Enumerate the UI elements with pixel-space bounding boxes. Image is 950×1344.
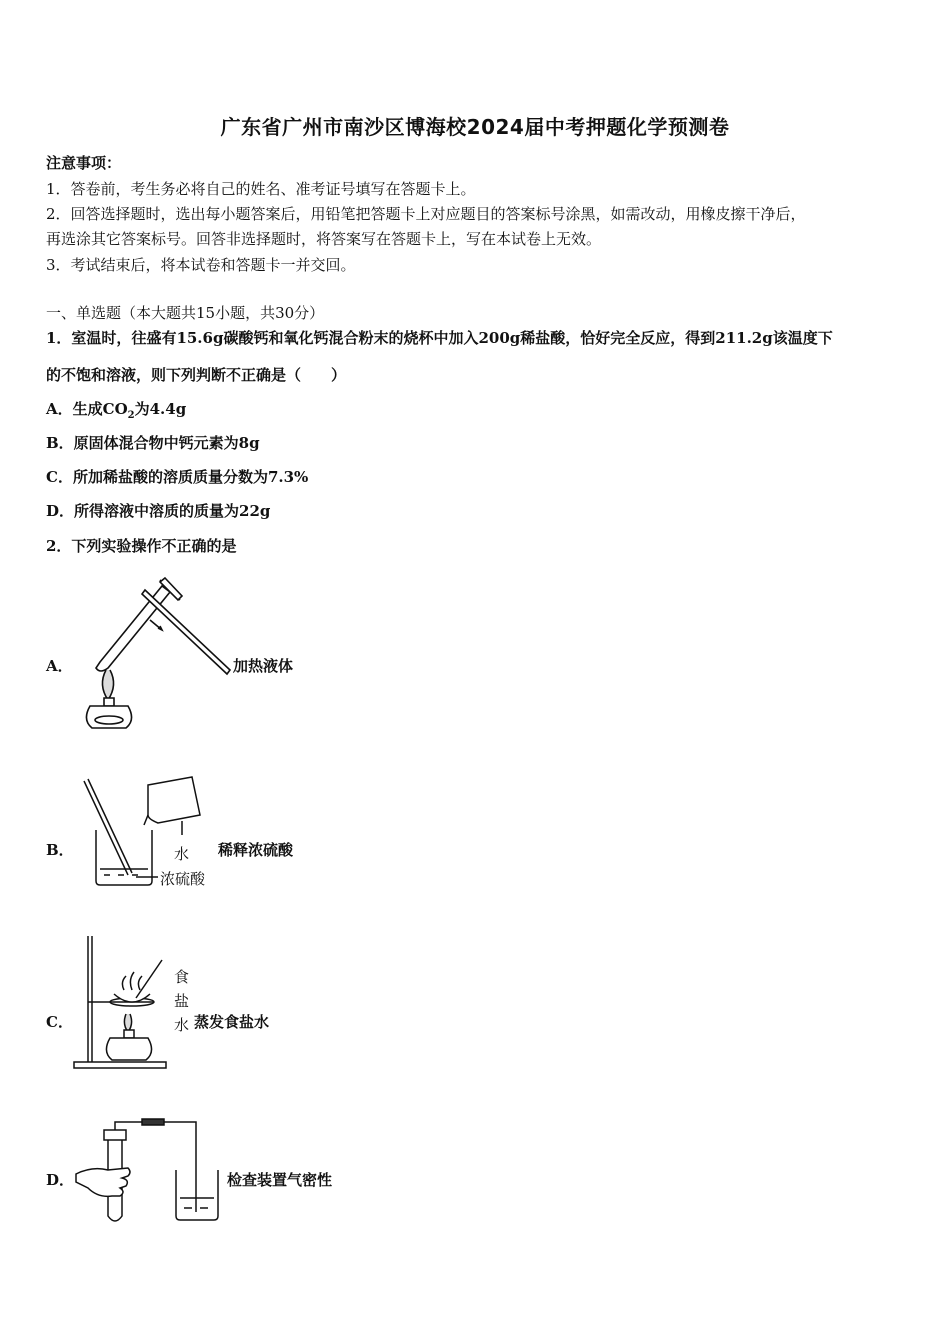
q1-stem-line-1: 1．室温时，往盛有15.6g碳酸钙和氧化钙混合粉末的烧杯中加入200g稀盐酸，恰好完全反应，得到211.2g该温度下 xyxy=(46,329,833,347)
dilute-fig-water-label: 水 xyxy=(174,845,190,863)
q1-option-c: C．所加稀盐酸的溶质质量分数为7.3% xyxy=(46,468,309,486)
notice-line-1: 1．答卷前，考生务必将自己的姓名、准考证号填写在答题卡上。 xyxy=(46,180,476,198)
q2-option-b-letter: B． xyxy=(46,841,74,859)
q2-option-a-letter: A． xyxy=(46,657,73,675)
q1-option-a-post: 为4.4g xyxy=(134,400,187,418)
q1-option-d: D．所得溶液中溶质的质量为22g xyxy=(46,502,271,520)
q1-stem-line-2: 的不饱和溶液，则下列判断不正确是（ ） xyxy=(46,366,347,384)
notice-line-2b: 再选涂其它答案标号。回答非选择题时，将答案写在答题卡上，写在本试卷上无效。 xyxy=(46,230,602,248)
q2-option-b-label: 稀释浓硫酸 xyxy=(218,841,294,859)
dilute-fig-acid-label: 浓硫酸 xyxy=(160,870,206,888)
q2-option-d-label: 检查装置气密性 xyxy=(227,1171,333,1189)
evap-fig-char-1: 食 xyxy=(174,968,190,986)
section-heading: 一、单选题（本大题共15小题，共30分） xyxy=(46,304,325,322)
q1-option-a-pre: A．生成CO xyxy=(46,400,128,418)
dilute-acid-figure xyxy=(78,775,223,895)
q1-option-a xyxy=(46,398,186,421)
q2-option-c-label: 蒸发食盐水 xyxy=(194,1013,270,1031)
q2-stem: 2．下列实验操作不正确的是 xyxy=(46,537,237,555)
airtight-check-figure xyxy=(72,1112,227,1230)
q2-option-d-letter: D． xyxy=(46,1171,75,1189)
q2-option-c-letter: C． xyxy=(46,1013,73,1031)
evap-fig-char-3: 水 xyxy=(174,1016,190,1034)
notice-line-2a: 2．回答选择题时，选出每小题答案后，用铅笔把答题卡上对应题目的答案标号涂黑，如需改动，用橡皮擦干净后， xyxy=(46,205,806,223)
notice-heading: 注意事项： xyxy=(46,154,122,172)
q2-option-a-label: 加热液体 xyxy=(233,657,294,675)
evaporate-salt-figure xyxy=(70,932,195,1072)
evap-fig-char-2: 盐 xyxy=(174,992,190,1010)
notice-line-3: 3．考试结束后，将本试卷和答题卡一并交回。 xyxy=(46,256,356,274)
q1-option-a-sub: 2 xyxy=(127,410,135,421)
heating-liquid-figure xyxy=(70,570,235,735)
page-title: 广东省广州市南沙区博海校2024届中考押题化学预测卷 xyxy=(220,115,730,139)
q1-option-b: B．原固体混合物中钙元素为8g xyxy=(46,434,260,452)
